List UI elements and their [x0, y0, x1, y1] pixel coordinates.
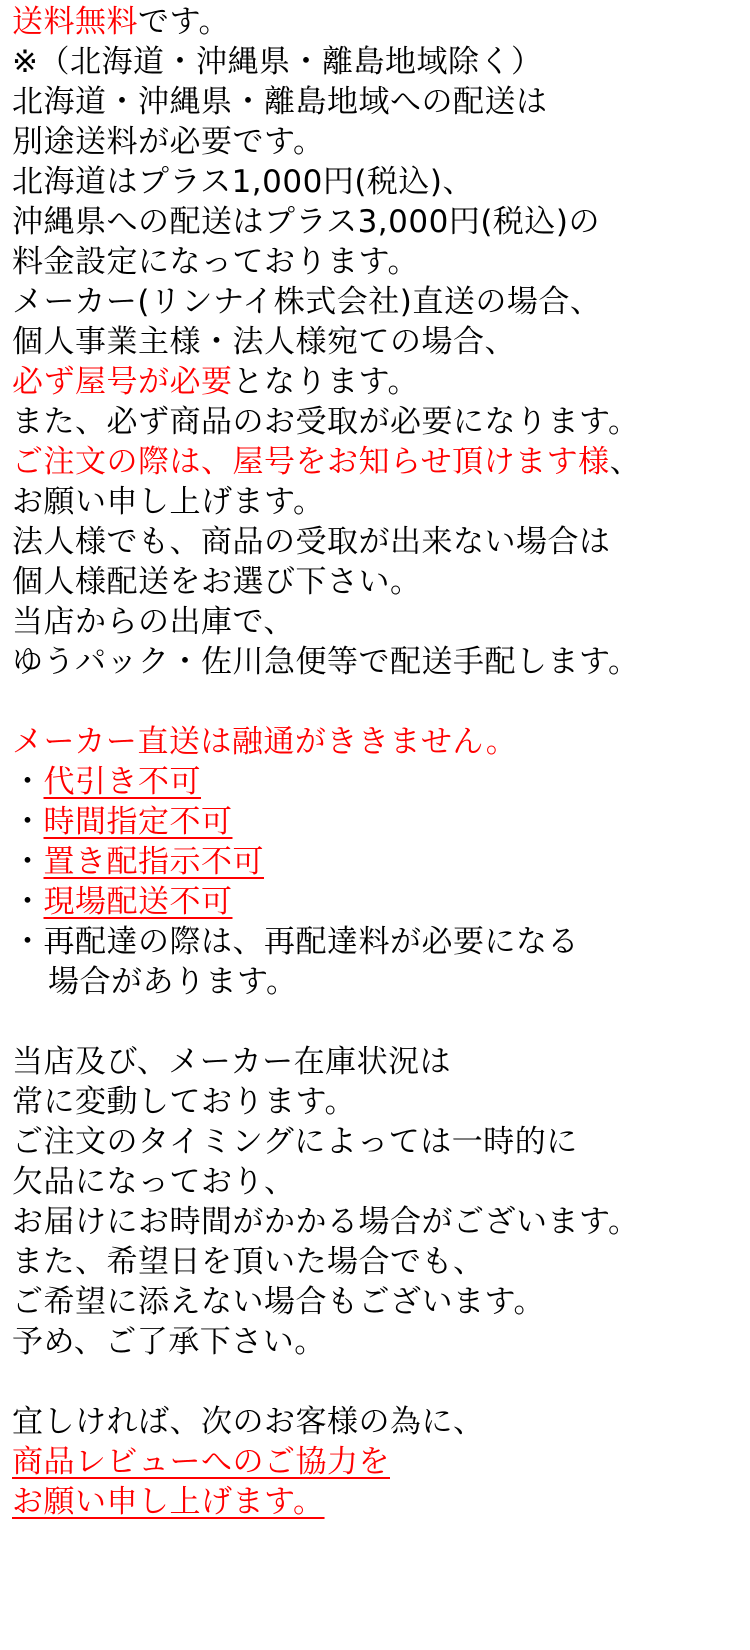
restriction-item: 代引き不可	[43, 764, 201, 800]
bullet: ・	[12, 884, 44, 920]
direct-text-line: ゆうパック・佐川急便等で配送手配します。	[12, 644, 640, 680]
bullet: ・	[12, 924, 44, 960]
free-shipping-line	[12, 2, 230, 42]
direct-text-line: お願い申し上げます。	[12, 484, 325, 520]
shipping-text-line: 沖縄県への配送はプラス3,000円(税込)の	[12, 204, 601, 240]
required-warning: 必ず屋号が必要	[12, 364, 233, 400]
restrictions-heading: メーカー直送は融通がききません。	[12, 724, 518, 760]
restriction-item: 置き配指示不可	[43, 844, 264, 880]
bullet: ・	[12, 764, 44, 800]
shipping-text-line: 北海道はプラス1,000円(税込)、	[12, 164, 475, 200]
direct-text-line: 個人事業主様・法人様宛ての場合、	[12, 324, 516, 360]
restriction-item: 時間指定不可	[43, 804, 233, 840]
stock-text-line: 当店及び、メーカー在庫状況は	[12, 1044, 452, 1080]
direct-text-line: また、必ず商品のお受取が必要になります。	[12, 404, 640, 440]
list-item	[12, 922, 579, 962]
redelivery-text: 再配達の際は、再配達料が必要になる	[43, 924, 579, 960]
review-request-link[interactable]: 商品レビューへのご協力を	[12, 1444, 390, 1480]
order-suffix: 、	[609, 444, 642, 480]
bullet: ・	[12, 844, 44, 880]
list-item	[12, 802, 233, 842]
direct-text-line: 当店からの出庫で、	[12, 604, 295, 640]
stock-text-line: ご希望に添えない場合もございます。	[12, 1284, 546, 1320]
direct-text-line: メーカー(リンナイ株式会社)直送の場合、	[12, 284, 602, 320]
list-item	[12, 842, 264, 882]
free-shipping-label: 送料無料	[12, 4, 138, 40]
order-warning: ご注文の際は、屋号をお知らせ頂けます様	[12, 444, 610, 480]
stock-text-line: また、希望日を頂いた場合でも、	[12, 1244, 485, 1280]
shipping-text-line: 別途送料が必要です。	[12, 124, 325, 160]
stock-text-line: ご注文のタイミングによっては一時的に	[12, 1124, 578, 1160]
order-note-line	[12, 442, 641, 482]
shipping-text-line: 北海道・沖縄県・離島地域への配送は	[12, 84, 548, 120]
stock-text-line: 常に変動しております。	[12, 1084, 357, 1120]
review-request-link[interactable]: お願い申し上げます。	[12, 1484, 325, 1520]
direct-text-line: 個人様配送をお選び下さい。	[12, 564, 422, 600]
stock-text-line: お届けにお時間がかかる場合がございます。	[12, 1204, 640, 1240]
direct-text-line: 法人様でも、商品の受取が出来ない場合は	[12, 524, 611, 560]
shipping-text-line: 料金設定になっております。	[12, 244, 420, 280]
list-item	[12, 882, 233, 922]
required-line	[12, 362, 419, 402]
stock-text-line: 欠品になっており、	[12, 1164, 296, 1200]
bullet: ・	[12, 804, 44, 840]
list-item	[12, 762, 201, 802]
stock-text-line: 予め、ご了承下さい。	[12, 1324, 326, 1360]
redelivery-continuation: 場合があります。	[48, 964, 298, 1000]
required-suffix: となります。	[232, 364, 420, 400]
free-shipping-suffix: です。	[138, 4, 231, 40]
exclusion-note: ※（北海道・沖縄県・離島地域除く）	[12, 44, 543, 80]
review-text-line: 宜しければ、次のお客様の為に、	[12, 1404, 485, 1440]
restriction-item: 現場配送不可	[43, 884, 233, 920]
